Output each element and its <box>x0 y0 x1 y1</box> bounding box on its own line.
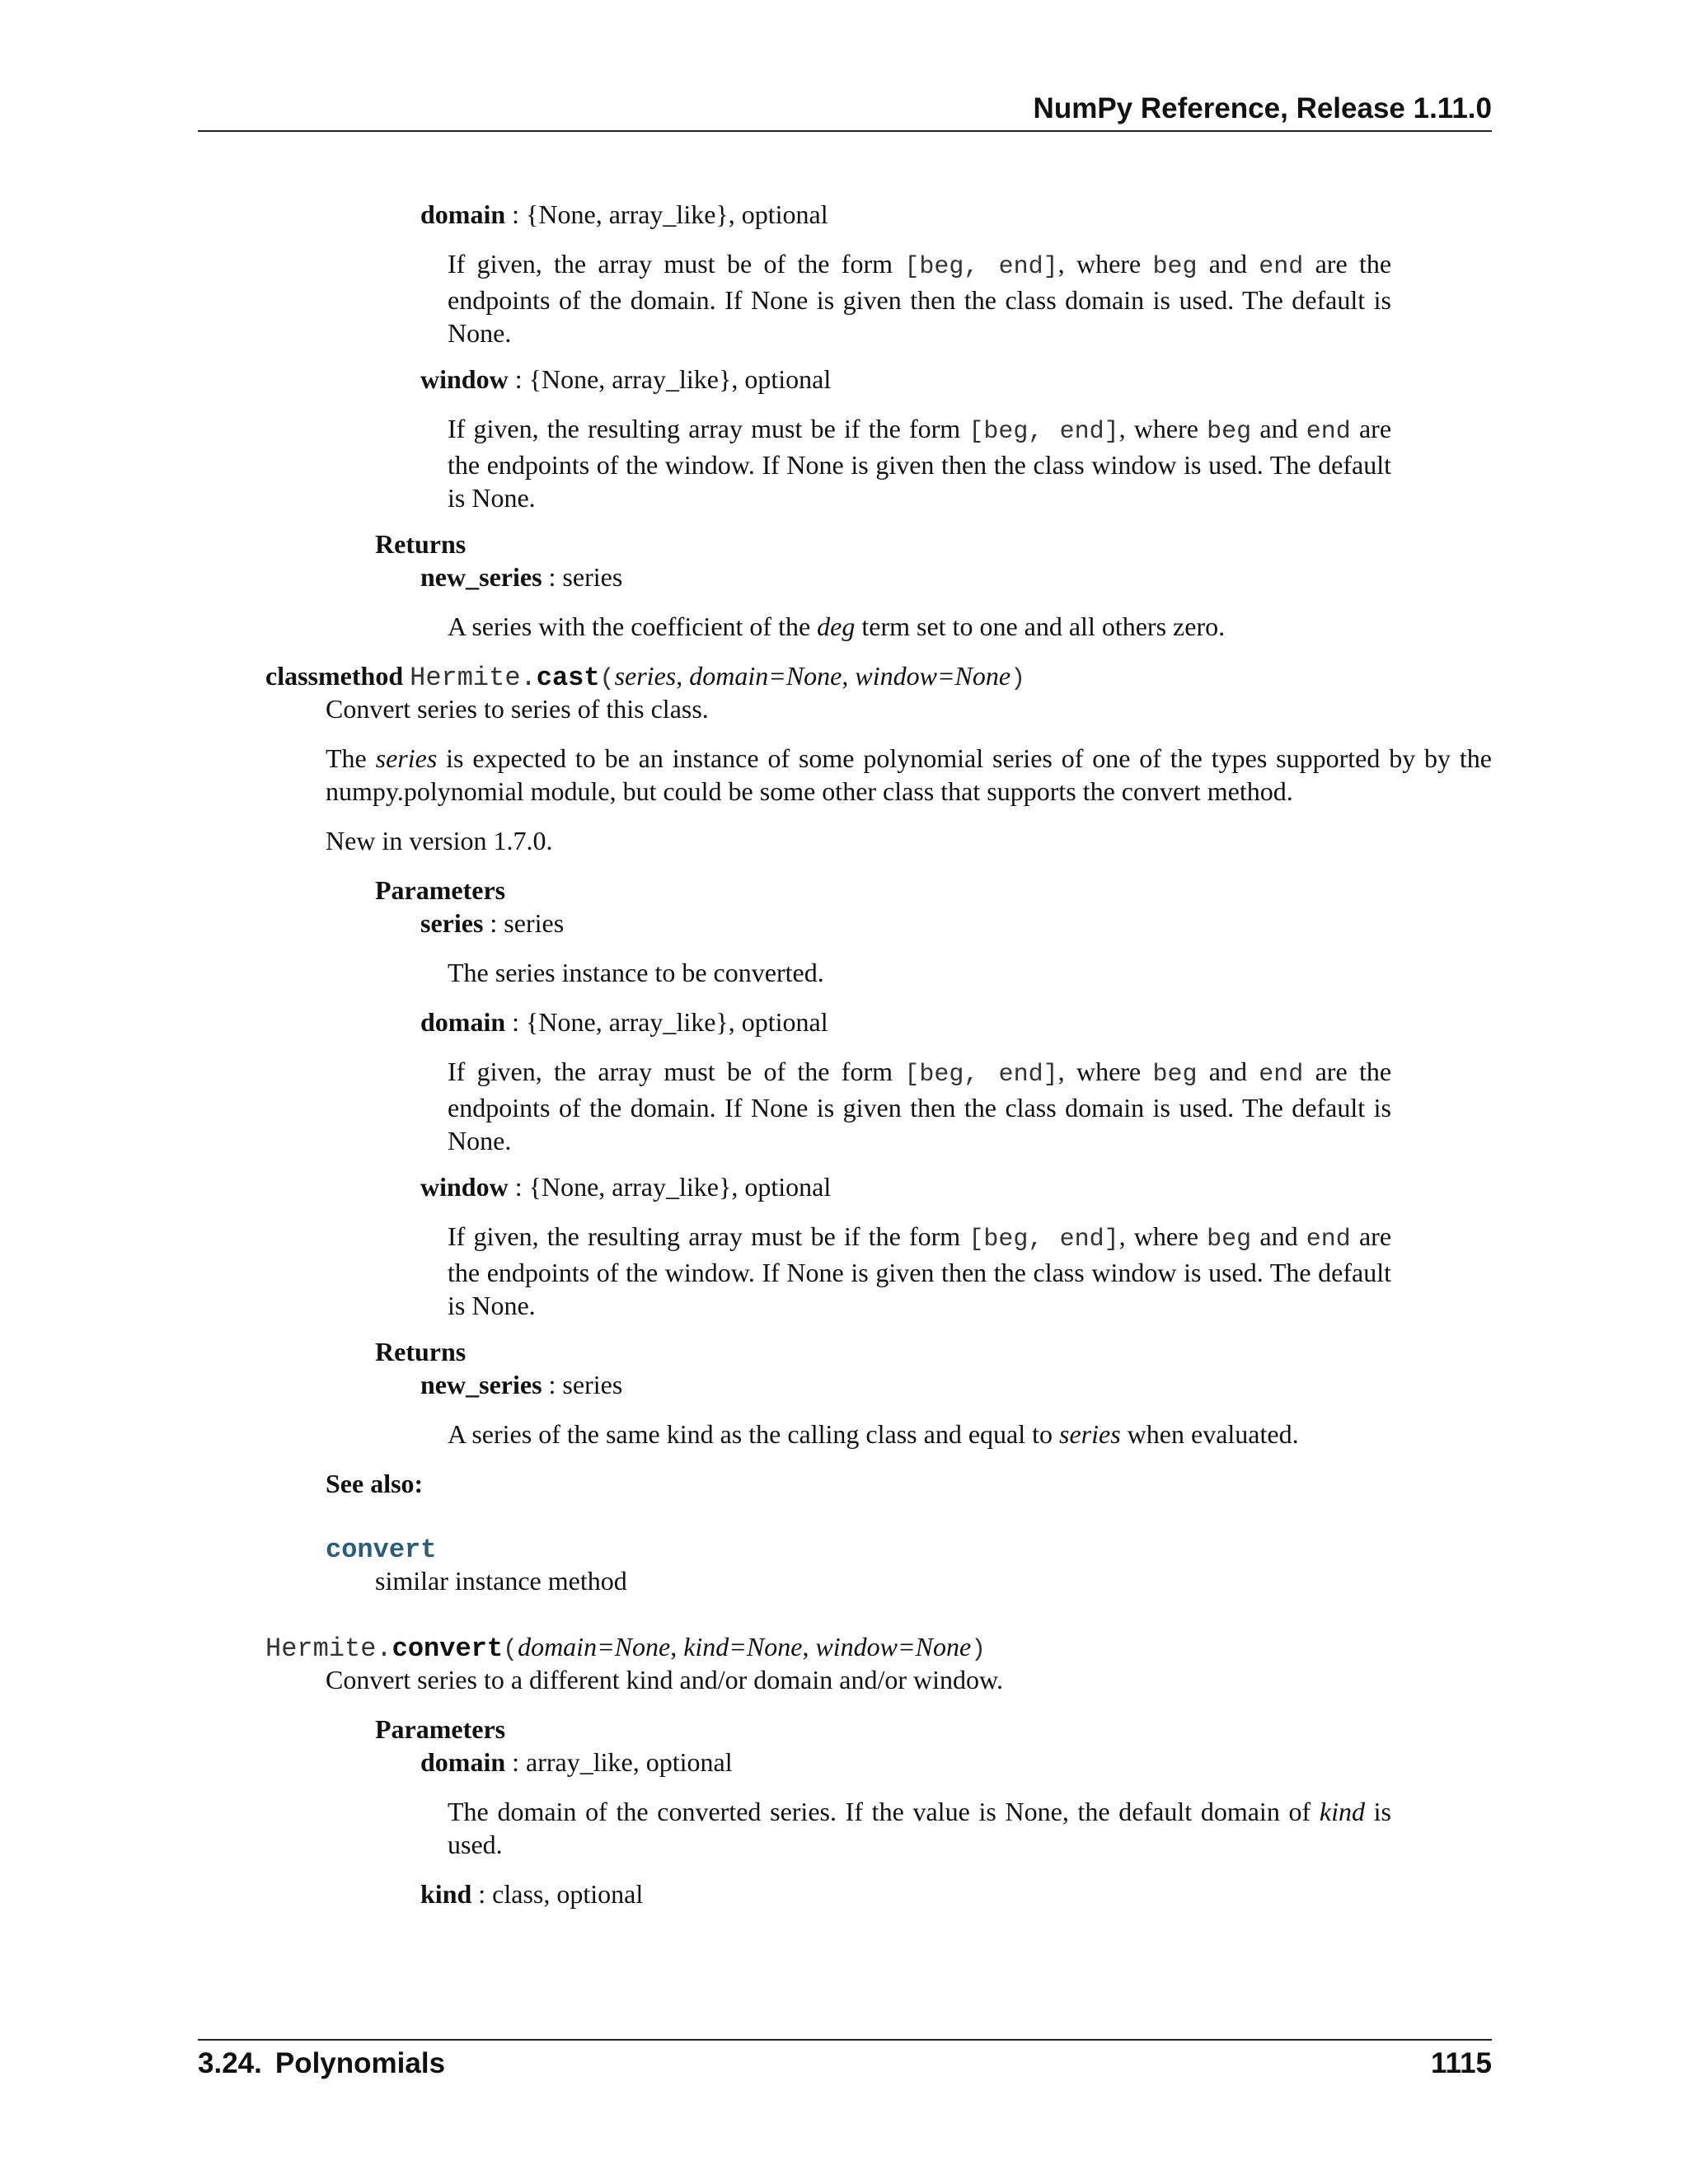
param-name: window <box>420 364 509 394</box>
param-name: window <box>420 1172 509 1202</box>
param-name: new_series <box>420 562 542 592</box>
return-param-prev <box>420 560 622 593</box>
param-name: domain <box>420 1007 506 1037</box>
param-domain-prev-desc: If given, the array must be of the form [beg, end], where beg and end are the endpoints of the domain. If None is given then the class domain is used. The default is None. <box>448 249 1392 348</box>
param-name: domain <box>420 199 506 229</box>
return-param <box>420 1368 622 1401</box>
header-rule <box>198 130 1492 132</box>
param-name: domain <box>420 1747 506 1777</box>
class-name: Hermite. <box>265 1633 392 1664</box>
cast-description: The series is expected to be an instance of some polynomial series of one of the types supported by by the numpy.polynomial module, but could be some other class that supports the convert method. <box>326 743 1493 806</box>
param-domain-desc: If given, the array must be of the form [beg, end], where beg and end are the endpoints of the domain. If None is given then the class domain is used. The default is None. <box>448 1057 1392 1155</box>
classmethod-keyword: classmethod <box>265 661 404 691</box>
param-window-desc: If given, the resulting array must be if the form [beg, end], where beg and end are the endpoints of the window. If None is given then the class window is used. The default is None. <box>448 1221 1392 1320</box>
param-window-prev-desc: If given, the resulting array must be if the form [beg, end], where beg and end are the endpoints of the window. If None is given then the class window is used. The default is None. <box>448 414 1392 513</box>
param-type: : series <box>542 1370 623 1399</box>
param-name: new_series <box>420 1370 542 1399</box>
param-type: : series <box>542 562 623 592</box>
page-number: 1115 <box>1431 2047 1492 2079</box>
param-domain-desc: The domain of the converted series. If the value is None, the default domain of kind is used. <box>448 1797 1392 1859</box>
return-prev-desc: A series with the coefficient of the deg term set to one and all others zero. <box>448 612 1226 641</box>
method-name: cast <box>536 663 600 693</box>
cast-version-note: New in version 1.7.0. <box>326 826 553 855</box>
param-domain <box>420 1746 733 1779</box>
param-window-prev <box>420 363 831 396</box>
see-also-convert-link[interactable]: convert <box>326 1535 437 1565</box>
param-series-desc: The series instance to be converted. <box>448 958 824 987</box>
see-also-label: See also: <box>326 1469 424 1498</box>
param-type: : series <box>483 908 565 938</box>
running-footer <box>198 2047 1492 2080</box>
param-domain-prev <box>420 198 828 231</box>
parameters-label: Parameters <box>375 875 506 905</box>
param-type: : {None, array_like}, optional <box>505 199 828 229</box>
param-series <box>420 907 564 940</box>
param-type: : {None, array_like}, optional <box>508 1172 832 1202</box>
param-window <box>420 1170 831 1203</box>
returns-label: Returns <box>375 1337 467 1366</box>
param-type: : {None, array_like}, optional <box>505 1007 828 1037</box>
parameters-label: Parameters <box>375 1714 506 1744</box>
param-type: : class, optional <box>471 1879 644 1909</box>
param-name: series <box>420 908 484 938</box>
cast-signature: classmethod Hermite.cast(series, domain=None, window=None) <box>265 661 1026 693</box>
returns-label-prev: Returns <box>375 529 467 559</box>
method-name: convert <box>392 1633 504 1664</box>
cast-summary: Convert series to series of this class. <box>326 694 709 724</box>
param-name: kind <box>420 1879 472 1909</box>
running-header: NumPy Reference, Release 1.11.0 <box>1033 92 1492 124</box>
footer-section: 3.24. Polynomials <box>198 2047 446 2079</box>
convert-summary: Convert series to a different kind and/or domain and/or window. <box>326 1665 1004 1694</box>
footer-rule <box>198 2039 1492 2041</box>
class-name: Hermite. <box>410 663 537 693</box>
param-type: : {None, array_like}, optional <box>508 364 832 394</box>
param-domain <box>420 1005 828 1038</box>
param-kind <box>420 1877 643 1910</box>
param-type: : array_like, optional <box>505 1747 733 1777</box>
convert-signature: Hermite.convert(domain=None, kind=None, window=None) <box>265 1632 987 1664</box>
return-desc: A series of the same kind as the calling class and equal to series when evaluated. <box>448 1419 1299 1449</box>
see-also-desc: similar instance method <box>375 1566 627 1596</box>
